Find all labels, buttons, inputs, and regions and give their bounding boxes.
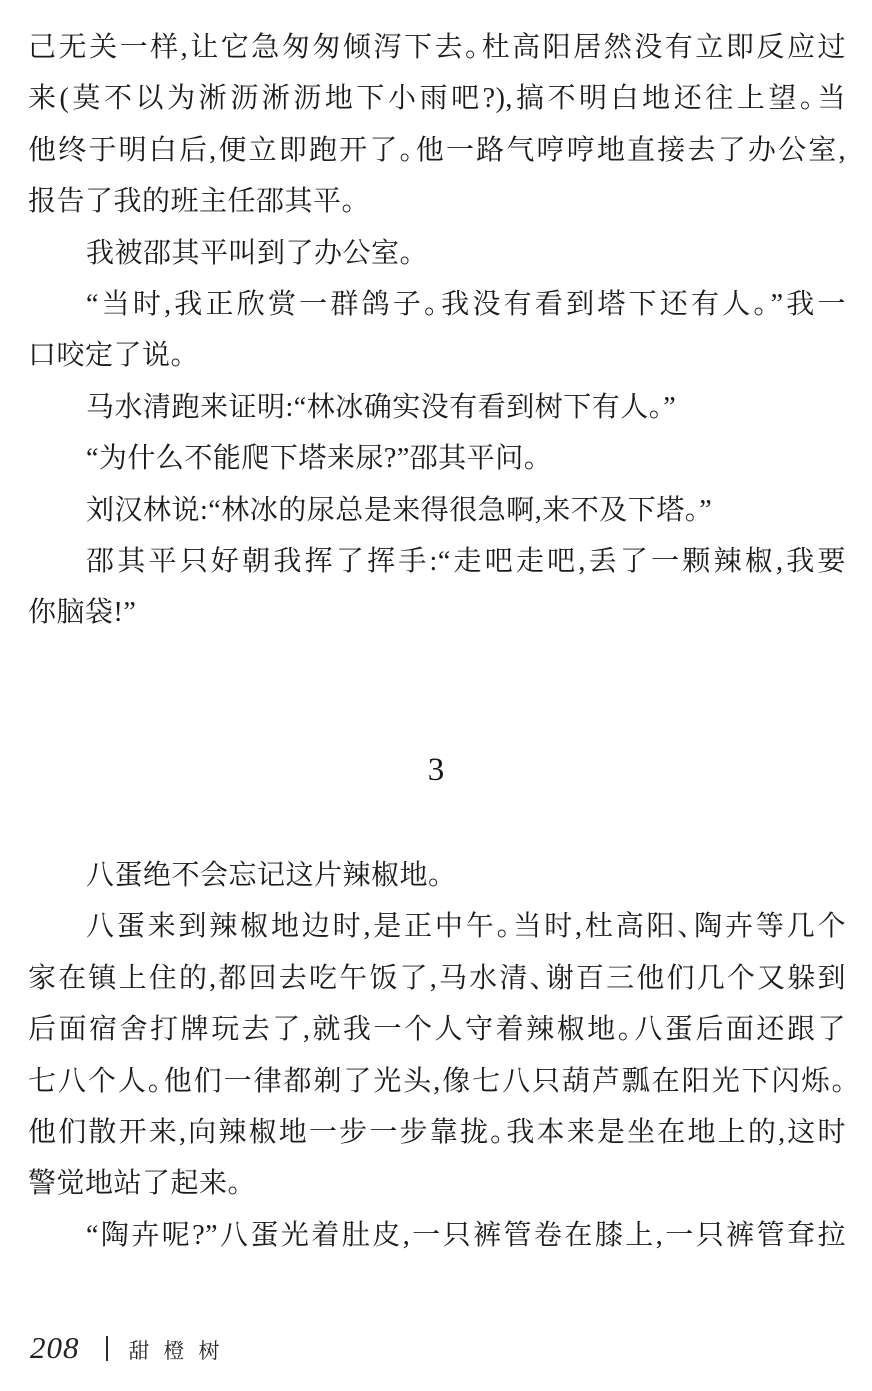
footer-divider bbox=[106, 1336, 108, 1361]
text-line: “为什么不能爬下塔来尿?”邵其平问。 bbox=[86, 443, 539, 475]
text-line: 己无关一样,让它急匆匆倾泻下去。杜高阳居然没有立即反应过 bbox=[28, 32, 846, 63]
text-line: 警觉地站了起来。 bbox=[28, 1168, 243, 1200]
text-line: “当时,我正欣赏一群鸽子。我没有看到塔下还有人。”我一 bbox=[86, 288, 846, 320]
text-line: 后面宿舍打牌玩去了,就我一个人守着辣椒地。八蛋后面还跟了 bbox=[28, 1014, 846, 1046]
text-line: 我被邵其平叫到了办公室。 bbox=[86, 237, 415, 269]
text-line: “陶卉呢?”八蛋光着肚皮,一只裤管卷在膝上,一只裤管耷拉 bbox=[86, 1219, 846, 1251]
page-footer bbox=[30, 1326, 234, 1370]
text-line: 你脑袋!” bbox=[28, 597, 137, 629]
text-line: 八蛋绝不会忘记这片辣椒地。 bbox=[86, 860, 443, 891]
text-line: 马水清跑来证明:“林冰确实没有看到树下有人。” bbox=[86, 391, 677, 423]
chapter-heading: 3 bbox=[427, 752, 445, 788]
text-line: 八蛋来到辣椒地边时,是正中午。当时,杜高阳、陶卉等几个 bbox=[86, 911, 846, 943]
text-block-lower bbox=[28, 850, 846, 1261]
text-line: 刘汉林说:“林冰的尿总是来得很急啊,来不及下塔。” bbox=[86, 494, 713, 526]
text-line: 家在镇上住的,都回去吃午饭了,马水清、谢百三他们几个又躲到 bbox=[28, 962, 846, 994]
text-line: 口咬定了说。 bbox=[28, 340, 186, 372]
text-line: 他终于明白后,便立即跑开了。他一路气哼哼地直接去了办公室, bbox=[28, 134, 846, 166]
text-line: 七八个人。他们一律都剃了光头,像七八只葫芦瓢在阳光下闪烁。 bbox=[28, 1065, 846, 1097]
text-line: 他们散开来,向辣椒地一步一步靠拢。我本来是坐在地上的,这时 bbox=[28, 1116, 846, 1148]
text-line: 邵其平只好朝我挥了挥手:“走吧走吧,丢了一颗辣椒,我要 bbox=[86, 545, 846, 577]
text-line: 报告了我的班主任邵其平。 bbox=[28, 186, 357, 218]
text-line: 来(莫不以为淅沥淅沥地下小雨吧?),搞不明白地还往上望。当 bbox=[28, 83, 846, 115]
book-title: 甜橙树 bbox=[128, 1338, 234, 1363]
text-block-upper bbox=[28, 22, 846, 639]
page-number: 208 bbox=[30, 1330, 80, 1365]
